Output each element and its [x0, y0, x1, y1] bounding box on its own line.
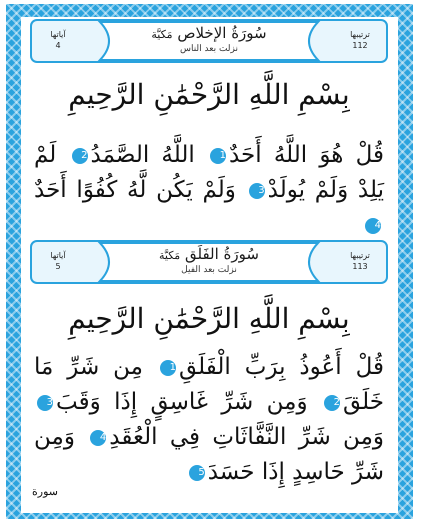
verse-text: وَمِن شَرِّ النَّفَّاثَاتِ فِي الْعُقَدِ	[109, 424, 384, 450]
revelation-note: نزلت بعد الفيل	[181, 265, 237, 275]
verse-number-icon: 3	[249, 183, 265, 199]
order-value: 113	[352, 262, 368, 271]
verse-number-icon: 3	[37, 395, 53, 411]
verse-text: مِن شَرِّ مَا خَلَقَ	[34, 354, 385, 415]
verse-text: اللَّهُ الصَّمَدُ	[90, 142, 195, 168]
surah-type: مَكيَّة	[159, 249, 181, 262]
surah-header-banner	[30, 240, 388, 284]
order-value: 112	[352, 41, 368, 50]
revelation-note: نزلت بعد الناس	[179, 44, 239, 54]
verse-number-icon: 4	[365, 218, 381, 234]
surah-header-banner	[30, 19, 388, 63]
surah-title	[30, 245, 388, 263]
surah-verse-count	[36, 29, 80, 51]
surah-name: سُورَةُ الإخلاص	[177, 24, 267, 42]
verses-label: آياتها	[50, 30, 66, 39]
bismillah: بِسْمِ اللَّهِ الرَّحْمَٰنِ الرَّحِيمِ	[68, 302, 350, 335]
order-label: ترتيبها	[350, 30, 370, 39]
surah-title	[30, 24, 388, 42]
order-label: ترتيبها	[350, 251, 370, 260]
verses-label: آياتها	[50, 251, 66, 260]
verses-value: 4	[55, 41, 61, 50]
surah-type: مَكيَّة	[151, 28, 173, 41]
verse-number-icon: 5	[189, 465, 205, 481]
verse-text: لَمْ يَلِدْ وَلَمْ يُولَدْ	[34, 142, 385, 203]
verses-block	[34, 138, 384, 243]
verse-number-icon: 2	[324, 395, 340, 411]
verse-text: وَمِن شَرِّ غَاسِقٍ إِذَا وَقَبَ	[56, 389, 308, 415]
verse-text: وَمِن شَرِّ حَاسِدٍ إِذَا حَسَدَ	[34, 424, 384, 485]
bismillah: بِسْمِ اللَّهِ الرَّحْمَٰنِ الرَّحِيمِ	[68, 78, 350, 111]
surah-verse-count	[36, 250, 80, 272]
verse-number-icon: 4	[90, 430, 106, 446]
surah-name: سُورَةُ الفَلَق	[184, 245, 259, 263]
verse-text: قُلْ أَعُوذُ بِرَبِّ الْفَلَقِ	[178, 354, 384, 380]
verse-number-icon: 1	[160, 360, 176, 376]
verse-number-icon: 2	[72, 148, 88, 164]
verse-text: قُلْ هُوَ اللَّهُ أَحَدٌ	[228, 142, 385, 168]
verse-text: وَلَمْ يَكُن لَّهُ كُفُوًا أَحَدٌ	[34, 177, 236, 203]
catchword: سورة	[32, 485, 58, 498]
verses-block	[34, 350, 384, 490]
verses-value: 5	[55, 262, 61, 271]
verse-number-icon: 1	[210, 148, 226, 164]
